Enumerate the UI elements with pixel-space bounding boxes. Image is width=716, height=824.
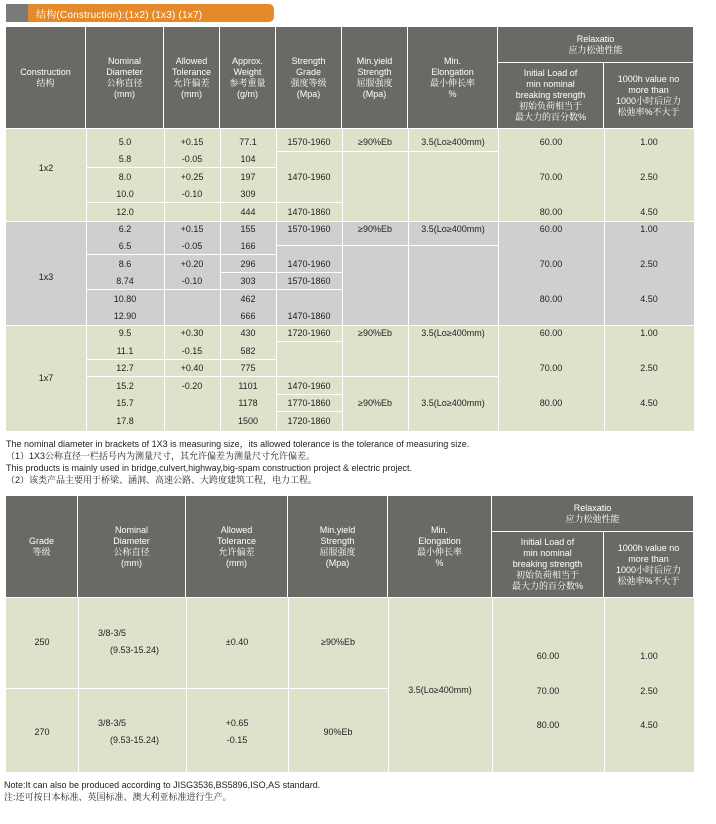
strength-value: 1570-1860 [287, 276, 331, 286]
relax-value: 2.50 [640, 259, 658, 269]
diameter-value: 8.0 [118, 172, 132, 182]
initial-load-value: 80.00 [539, 207, 563, 217]
tolerance-value: -0.05 [181, 154, 203, 164]
elongation-value: 3.5(Lo≥400mm) [408, 685, 472, 695]
tolerance-value: +0.15 [180, 224, 204, 234]
relax-value: 2.50 [640, 686, 658, 696]
diameter-value: 10.0 [116, 189, 134, 199]
header-diameter: Nominal Diameter 公称直径 (mm) [78, 496, 186, 598]
weight-value: 77.1 [239, 137, 257, 147]
note-line: （1）1X3公称直径一栏括号内为测量尺寸，其允许偏差为测量尺寸允许偏差。 [6, 451, 316, 461]
header-1000h-value: 1000h value no more than 1000小时后应力 松弛率%不大于 [604, 532, 694, 598]
tolerance-value: -0.10 [181, 276, 203, 286]
elongation-value: 3.5(Lo≥400mm) [421, 137, 485, 147]
tolerance-value: -0.10 [181, 189, 203, 199]
diameter-value: 8.6 [118, 259, 132, 269]
tolerance-value: +0.20 [180, 259, 204, 269]
weight-value: 1500 [237, 416, 259, 426]
diameter-value: 5.8 [118, 154, 132, 164]
footer-line: 注:还可按日本标准、英国标准、澳大利亚标准进行生产。 [4, 792, 232, 802]
relax-value: 1.00 [640, 651, 658, 661]
header-tolerance: Allowed Tolerance 允许偏差 (mm) [186, 496, 288, 598]
diameter-value: 3/8-3/5 [98, 718, 127, 728]
initial-load-value: 70.00 [539, 259, 563, 269]
initial-load-value: 80.00 [539, 294, 563, 304]
relax-value: 2.50 [640, 363, 658, 373]
diameter-value: 9.5 [118, 328, 132, 338]
strength-value: 1470-1860 [287, 207, 331, 217]
tolerance-value: +0.40 [180, 363, 204, 373]
weight-value: 1178 [238, 398, 258, 408]
title-marker [6, 4, 28, 22]
header-grade: Grade 等级 [6, 496, 78, 598]
diameter-value: 6.5 [118, 241, 132, 251]
initial-load-value: 80.00 [539, 398, 563, 408]
elongation-value: 3.5(Lo≥400mm) [421, 398, 485, 408]
relax-value: 4.50 [640, 294, 658, 304]
diameter-value: 3/8-3/5 [98, 628, 127, 638]
group-band-1x3 [6, 221, 694, 325]
relax-value: 4.50 [640, 720, 658, 730]
header-weight: Approx. Weight 参考重量 (g/m) [220, 27, 276, 129]
initial-load-value: 60.00 [539, 137, 563, 147]
relax-value: 2.50 [640, 172, 658, 182]
header-yield: Min.yield Strength 屈服强度 (Mpa) [288, 496, 388, 598]
initial-load-value: 70.00 [536, 686, 560, 696]
strength-value: 1470-1860 [287, 311, 331, 321]
tolerance-value: +0.25 [180, 172, 204, 182]
tolerance-value: -0.15 [226, 735, 248, 745]
footer-line: Note:It can also be produced according to JISG3536,BS5896,ISO,AS standard. [4, 780, 321, 790]
yield-value: ≥90%Eb [358, 224, 392, 234]
yield-value: ≥90%Eb [358, 137, 392, 147]
diameter-value: 8.74 [116, 276, 134, 286]
strength-value: 1570-1960 [287, 137, 331, 147]
diameter-value: 5.0 [118, 137, 132, 147]
initial-load-value: 70.00 [539, 363, 563, 373]
weight-value: 166 [240, 241, 256, 251]
strength-value: 1720-1860 [287, 416, 331, 426]
yield-value: 90%Eb [323, 727, 353, 737]
header-strength: Strength Grade 强度等级 (Mpa) [276, 27, 342, 129]
grade-value: 250 [34, 637, 50, 647]
tolerance-value: -0.15 [181, 346, 203, 356]
strength-value: 1470-1960 [287, 172, 331, 182]
strength-value: 1470-1960 [287, 259, 331, 269]
tolerance-value: -0.05 [181, 241, 203, 251]
diameter-value: 15.7 [116, 398, 134, 408]
weight-value: 296 [240, 259, 256, 269]
construction-label: 1x7 [38, 373, 54, 383]
strength-value: 1720-1960 [287, 328, 331, 338]
header-diameter: Nominal Diameter 公称直径 (mm) [86, 27, 164, 129]
weight-value: 197 [240, 172, 256, 182]
weight-value: 775 [240, 363, 256, 373]
weight-value: 582 [240, 346, 256, 356]
diameter-value: 12.7 [116, 363, 134, 373]
initial-load-value: 80.00 [536, 720, 560, 730]
tolerance-value: ±0.40 [225, 637, 249, 647]
strength-value: 1770-1860 [287, 398, 331, 408]
weight-value: 104 [240, 154, 256, 164]
header-elongation: Min. Elongation 最小伸长率 % [408, 27, 498, 129]
weight-value: 430 [240, 328, 256, 338]
initial-load-value: 60.00 [539, 328, 563, 338]
header-tolerance: Allowed Tolerance 允许偏差 (mm) [164, 27, 220, 129]
weight-value: 1101 [238, 381, 258, 391]
header-yield: Min.yield Strength 屈服强度 (Mpa) [342, 27, 408, 129]
diameter-value: 12.0 [116, 207, 134, 217]
relax-value: 1.00 [640, 224, 658, 234]
header-relaxation: Relaxatio 应力松弛性能 [498, 27, 694, 63]
tolerance-value: +0.30 [180, 328, 204, 338]
relax-value: 4.50 [640, 207, 658, 217]
diameter-mm-value: (9.53-15.24) [110, 735, 160, 745]
header-construction: Construction 结构 [6, 27, 86, 129]
diameter-value: 15.2 [116, 381, 134, 391]
section-title: 结构(Construction):(1x2) (1x3) (1x7) [36, 9, 203, 21]
construction-label: 1x2 [38, 163, 54, 173]
diameter-value: 11.1 [116, 346, 134, 356]
initial-load-value: 60.00 [539, 224, 563, 234]
weight-value: 666 [240, 311, 256, 321]
diameter-value: 10.80 [113, 294, 137, 304]
yield-value: ≥90%Eb [358, 398, 392, 408]
section-title-bar [6, 4, 274, 22]
header-relaxation: Relaxatio 应力松弛性能 [492, 496, 694, 532]
relax-value: 1.00 [640, 328, 658, 338]
weight-value: 309 [240, 189, 256, 199]
initial-load-value: 70.00 [539, 172, 563, 182]
header-1000h-value: 1000h value no more than 1000小时后应力 松弛率%不大于 [604, 63, 694, 129]
initial-load-value: 60.00 [536, 651, 560, 661]
header-elongation: Min. Elongation 最小伸长率 % [388, 496, 492, 598]
grade-value: 270 [34, 727, 50, 737]
strength-value: 1470-1960 [287, 381, 331, 391]
weight-value: 444 [240, 207, 256, 217]
relax-value: 1.00 [640, 137, 658, 147]
weight-value: 462 [240, 294, 256, 304]
header-initial-load: Initial Load of min nominal breaking strength 初始负荷相当于 最大力的百分数% [492, 532, 604, 598]
yield-value: ≥90%Eb [321, 637, 355, 647]
note-line: The nominal diameter in brackets of 1X3 is measuring size，its allowed tolerance is the tolerance of measuring size. [6, 439, 470, 449]
diameter-mm-value: (9.53-15.24) [110, 645, 160, 655]
construction-label: 1x3 [38, 272, 54, 282]
tolerance-value: +0.65 [225, 718, 249, 728]
tolerance-value: +0.15 [180, 137, 204, 147]
diameter-value: 17.8 [116, 416, 134, 426]
tolerance-value: -0.20 [181, 381, 203, 391]
note-line: （2）该类产品主要用于桥梁、涵洞、高速公路、大跨度建筑工程，电力工程。 [6, 475, 318, 485]
weight-value: 155 [240, 224, 256, 234]
elongation-value: 3.5(Lo≥400mm) [421, 224, 485, 234]
header-initial-load: Initial Load of min nominal breaking strength 初始负荷相当于 最大力的百分数% [498, 63, 604, 129]
diameter-value: 12.90 [113, 311, 137, 321]
weight-value: 303 [240, 276, 256, 286]
elongation-value: 3.5(Lo≥400mm) [421, 328, 485, 338]
strength-value: 1570-1960 [287, 224, 331, 234]
diameter-value: 6.2 [118, 224, 132, 234]
note-line: This products is mainly used in bridge,culvert,highway,big-spam construction project & electric project. [6, 463, 413, 473]
yield-value: ≥90%Eb [358, 328, 392, 338]
relax-value: 4.50 [640, 398, 658, 408]
